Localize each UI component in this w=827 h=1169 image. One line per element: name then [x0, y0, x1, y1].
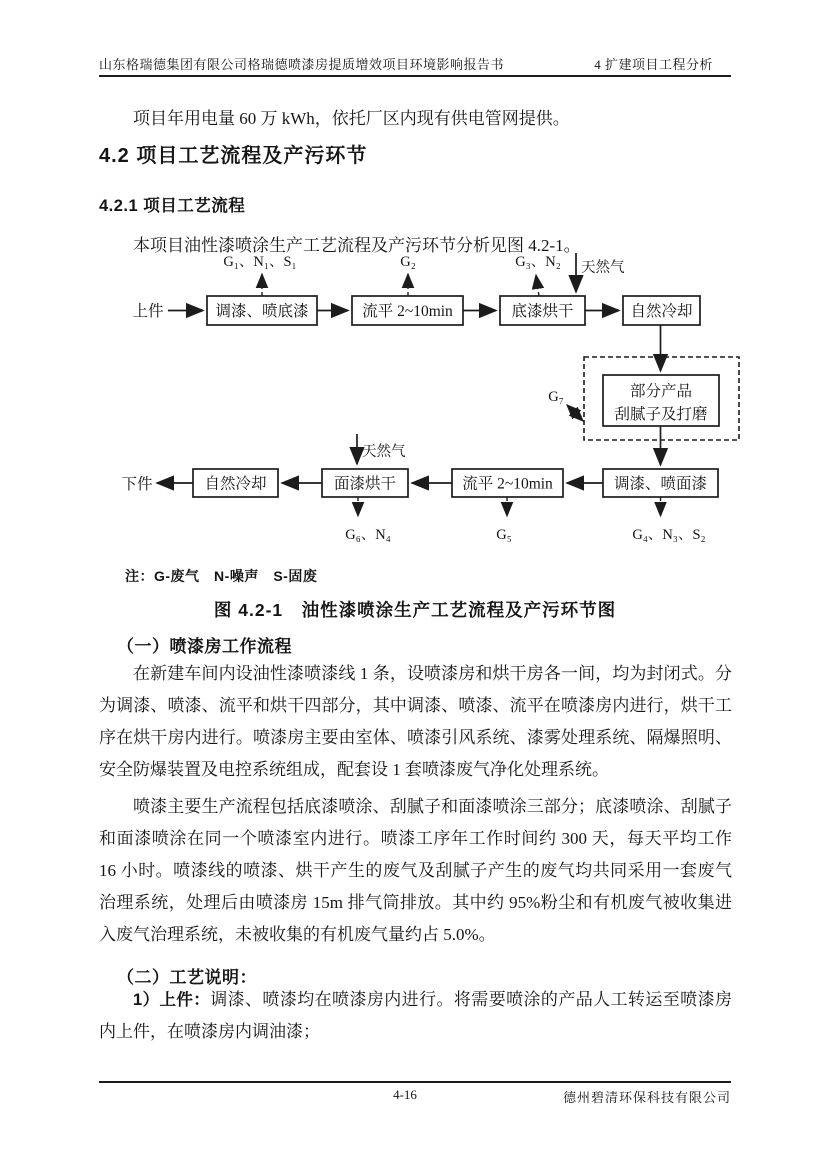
section2-title: （二）工艺说明： [117, 968, 257, 987]
node-primer-dry-label: 底漆烘干 [511, 303, 574, 320]
emission-e6-label: G₆、N₄ [345, 527, 391, 543]
footer-company-name: 德州碧清环保科技有限公司 [562, 1090, 731, 1105]
footer-page-number: 4-16 [393, 1087, 417, 1102]
intro-paragraph: 项目年用电量 60 万 kWh，依托厂区内现有供电管网提供。 [133, 109, 570, 128]
emission-e4-label: G₄、N₃、S₂ [632, 527, 706, 543]
paragraph-1: 在新建车间内设油性漆喷漆线 1 条，设喷漆房和烘干房各一间，均为封闭式。分为调漆、喷漆、流平和烘干四部分，其中调漆、喷漆、流平在喷漆房内进行，烘干工序在烘干房内进行。喷漆房主要由室体、喷漆引风系统、漆雾处理系统、隔爆照明、安全防爆装置及电控系统组成，配套设 1 套喷漆废气净化处理系统。 [99, 664, 732, 779]
emission-e3-label: G₃、N₂ [515, 254, 561, 270]
node-putty-label-line2: 刮腻子及打磨 [614, 406, 708, 423]
heading-4-2: 4.2 项目工艺流程及产污环节 [99, 145, 368, 167]
node-leveling1-label: 流平 2~10min [362, 303, 453, 320]
node-leveling2-label: 流平 2~10min [462, 475, 553, 493]
header-left-title: 山东格瑞德集团有限公司格瑞德喷漆房提质增效项目环境影响报告书 [99, 57, 505, 72]
end-node-label: 下件 [121, 476, 153, 493]
paragraph-item1 [99, 984, 732, 1048]
node-topcoat-label: 调漆、喷面漆 [613, 475, 708, 493]
emission-e5-label: G₅ [496, 527, 512, 543]
figure-note: 注：G-废气 N-噪声 S-固废 [125, 568, 318, 584]
emission-arrow-e7 [567, 405, 583, 421]
node-putty-label-line1: 部分产品 [629, 383, 693, 400]
paragraph-2: 喷漆主要生产流程包括底漆喷涂、刮腻子和面漆喷涂三部分；底漆喷涂、刮腻子和面漆喷涂在同一个喷漆室内进行。喷漆工序年工作时间约 300 天，每天平均工作 16 小时。喷漆线的喷漆、烘干产生的废气及刮腻子产生的废气均共同采用一套废气治理系统，处理后由喷漆房 15m 排气筒排放。其中约 95%粉尘和有机废气被收集进入废气治理系统，未被收集的有机废气量约占 5.0%。 [99, 797, 732, 944]
node-cooling1-label: 自然冷却 [630, 303, 693, 320]
lead-paragraph: 本项目油性漆喷涂生产工艺流程及产污环节分析见图 4.2-1。 [133, 236, 581, 255]
node-cooling2-label: 自然冷却 [204, 475, 267, 493]
node-prime-paint-label: 调漆、喷底漆 [215, 303, 309, 320]
gas2-label: 天然气 [362, 444, 406, 460]
emission-arrow-e3 [536, 275, 539, 296]
emission-e2-label: G₂ [400, 254, 416, 270]
figure-caption: 图 4.2-1 油性漆喷涂生产工艺流程及产污环节图 [213, 600, 617, 620]
emission-e1-label: G₁、N₁、S₁ [223, 254, 297, 270]
start-node-label: 上件 [132, 303, 164, 320]
header-right-section: 4 扩建项目工程分析 [594, 57, 713, 72]
header-rule [99, 75, 731, 77]
item1-text: 调漆、喷漆均在喷漆房内进行。将需要喷涂的产品人工转运至喷漆房内上件，在喷漆房内调油漆； [99, 990, 732, 1041]
flowchart-svg [99, 248, 749, 550]
item1-label: 1）上件： [133, 991, 211, 1009]
gas1-label: 天然气 [581, 260, 625, 276]
node-topcoat-dry-label: 面漆烘干 [333, 475, 397, 493]
emission-e7-label: G₇ [548, 389, 564, 405]
footer-rule [99, 1081, 731, 1083]
process-flow-diagram [99, 248, 749, 555]
heading-4-2-1: 4.2.1 项目工艺流程 [99, 197, 246, 215]
section1-title: （一）喷漆房工作流程 [117, 637, 292, 656]
